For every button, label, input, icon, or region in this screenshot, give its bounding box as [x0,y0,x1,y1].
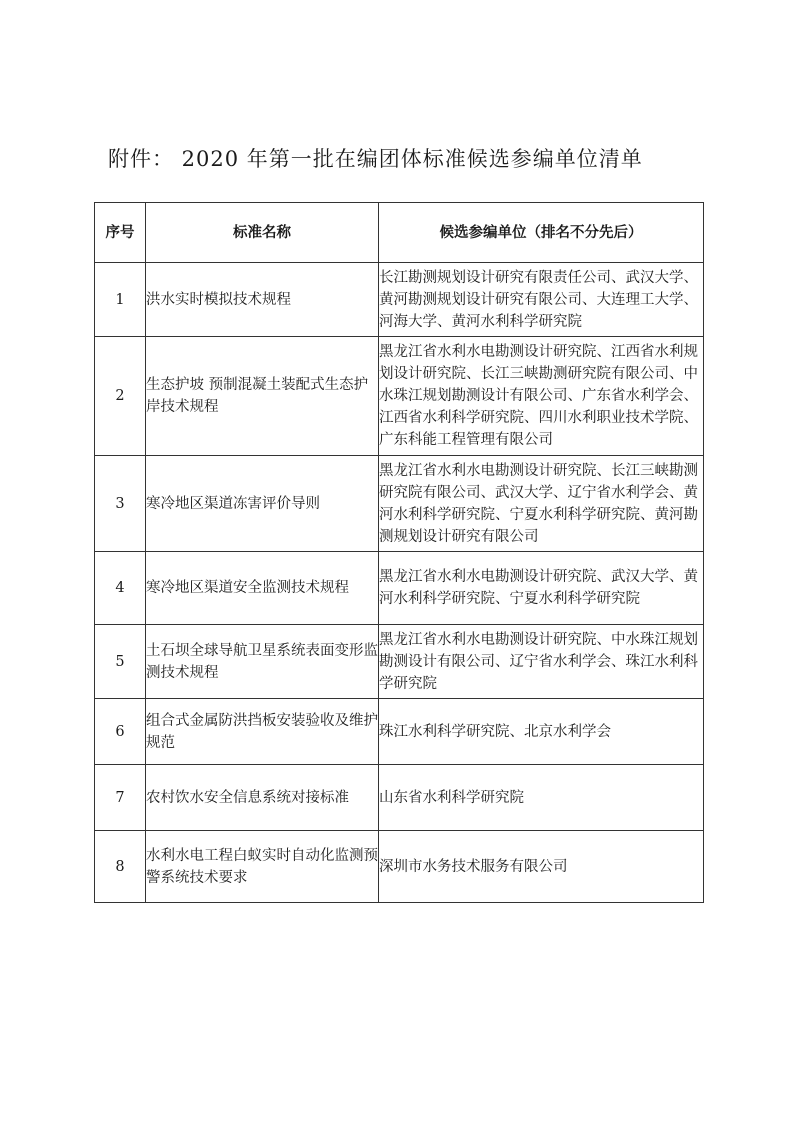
row-candidate-units: 黑龙江省水利水电勘测设计研究院、武汉大学、黄河水利科学研究院、宁夏水利科学研究院 [379,552,704,625]
row-serial-number: 3 [95,456,146,552]
row-standard-name: 洪水实时模拟技术规程 [146,263,379,337]
row-candidate-units: 深圳市水务技术服务有限公司 [379,831,704,903]
table-row [95,831,704,903]
candidate-units-table [94,202,704,903]
header-serial-number: 序号 [95,203,146,263]
table-row [95,263,704,337]
row-candidate-units: 黑龙江省水利水电勘测设计研究院、长江三峡勘测研究院有限公司、武汉大学、辽宁省水利学会、黄河水利科学研究院、宁夏水利科学研究院、黄河勘测规划设计研究有限公司 [379,456,704,552]
row-standard-name: 生态护坡 预制混凝土装配式生态护岸技术规程 [146,337,379,456]
row-standard-name: 寒冷地区渠道安全监测技术规程 [146,552,379,625]
row-standard-name: 土石坝全球导航卫星系统表面变形监测技术规程 [146,625,379,699]
row-serial-number: 6 [95,699,146,765]
row-serial-number: 1 [95,263,146,337]
row-serial-number: 8 [95,831,146,903]
row-candidate-units: 山东省水利科学研究院 [379,765,704,831]
header-standard-name: 标准名称 [146,203,379,263]
row-serial-number: 5 [95,625,146,699]
page-title: 附件： 2020 年第一批在编团体标准候选参编单位清单 [108,147,643,171]
header-candidate-units: 候选参编单位（排名不分先后） [379,203,704,263]
row-candidate-units: 黑龙江省水利水电勘测设计研究院、江西省水利规划设计研究院、长江三峡勘测研究院有限公司、中水珠江规划勘测设计有限公司、广东省水利学会、江西省水利科学研究院、四川水利职业技术学院、广东科能工程管理有限公司 [379,337,704,456]
row-standard-name: 水利水电工程白蚁实时自动化监测预警系统技术要求 [146,831,379,903]
table-row [95,456,704,552]
row-serial-number: 2 [95,337,146,456]
table-header-row [95,203,704,263]
table-row [95,552,704,625]
row-serial-number: 7 [95,765,146,831]
table-row [95,765,704,831]
row-standard-name: 农村饮水安全信息系统对接标准 [146,765,379,831]
row-candidate-units: 黑龙江省水利水电勘测设计研究院、中水珠江规划勘测设计有限公司、辽宁省水利学会、珠江水利科学研究院 [379,625,704,699]
row-standard-name: 寒冷地区渠道冻害评价导则 [146,456,379,552]
table-row [95,337,704,456]
row-candidate-units: 珠江水利科学研究院、北京水利学会 [379,699,704,765]
table-row [95,625,704,699]
row-serial-number: 4 [95,552,146,625]
table-row [95,699,704,765]
row-candidate-units: 长江勘测规划设计研究有限责任公司、武汉大学、黄河勘测规划设计研究有限公司、大连理工大学、河海大学、黄河水利科学研究院 [379,263,704,337]
row-standard-name: 组合式金属防洪挡板安装验收及维护规范 [146,699,379,765]
